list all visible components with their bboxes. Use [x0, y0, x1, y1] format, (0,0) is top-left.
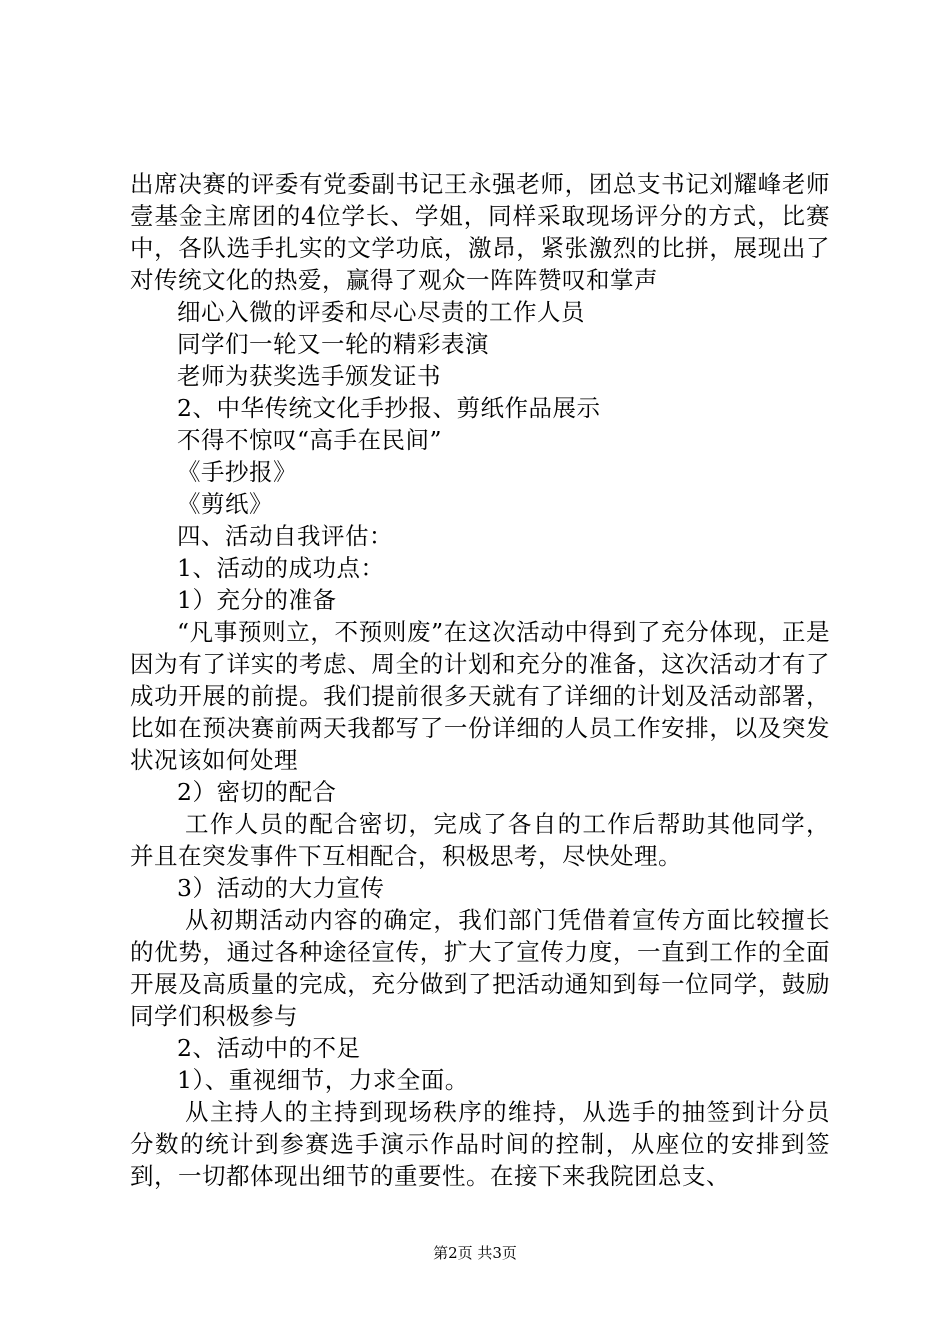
paragraph-judges: 出席决赛的评委有党委副书记王永强老师，团总支书记刘耀峰老师壹基金主席团的4位学长、学姐，同样采取现场评分的方式，比赛中，各队选手扎实的文学功底，激昂，紧张激烈的比拼，展现出了对传统文化的热爱，赢得了观众一阵阵赞叹和掌声	[130, 170, 830, 294]
document-body	[130, 168, 830, 1192]
caption-judges-staff: 细心入微的评委和尽心尽责的工作人员	[177, 298, 585, 326]
subheading-publicity: 3）活动的大力宣传	[177, 874, 385, 902]
paragraph-cooperation: 工作人员的配合密切，完成了各自的工作后帮助其他同学，并且在突发事件下互相配合，积极思考，尽快处理。	[130, 810, 830, 870]
paragraph-preparation: “凡事预则立，不预则废”在这次活动中得到了充分体现，正是因为有了详实的考虑、周全的计划和充分的准备，这次活动才有了成功开展的前提。我们提前很多天就有了详细的计划及活动部署，比如在预决赛前两天我都写了一份详细的人员工作安排，以及突发状况该如何处理	[130, 618, 830, 774]
subheading-preparation: 1）充分的准备	[177, 586, 337, 614]
subheading-success: 1、活动的成功点：	[177, 554, 385, 582]
paragraph-details: 从主持人的主持到现场秩序的维持，从选手的抽签到计分员分数的统计到参赛选手演示作品时间的控制，从座位的安排到签到，一切都体现出细节的重要性。在接下来我院团总支、	[130, 1098, 830, 1190]
subheading-details: 1）、重视细节，力求全面。	[177, 1066, 469, 1094]
caption-handwritten-paper: 《手抄报》	[177, 458, 297, 486]
paragraph-publicity: 从初期活动内容的确定，我们部门凭借着宣传方面比较擅长的优势，通过各种途径宣传，扩大了宣传力度，一直到工作的全面开展及高质量的完成，充分做到了把活动通知到每一位同学，鼓励同学们积极参与	[130, 906, 830, 1030]
caption-exhibition: 不得不惊叹“高手在民间”	[177, 426, 443, 454]
caption-paper-cutting: 《剪纸》	[177, 490, 273, 518]
page-footer: 第2页 共3页	[433, 1244, 517, 1262]
caption-performances: 同学们一轮又一轮的精彩表演	[177, 330, 489, 358]
section-heading-exhibition: 2、中华传统文化手抄报、剪纸作品展示	[177, 394, 601, 422]
subheading-shortcomings: 2、活动中的不足	[177, 1034, 361, 1062]
section-heading-evaluation: 四、活动自我评估：	[177, 522, 393, 550]
subheading-cooperation: 2）密切的配合	[177, 778, 337, 806]
caption-awards: 老师为获奖选手颁发证书	[177, 362, 441, 390]
